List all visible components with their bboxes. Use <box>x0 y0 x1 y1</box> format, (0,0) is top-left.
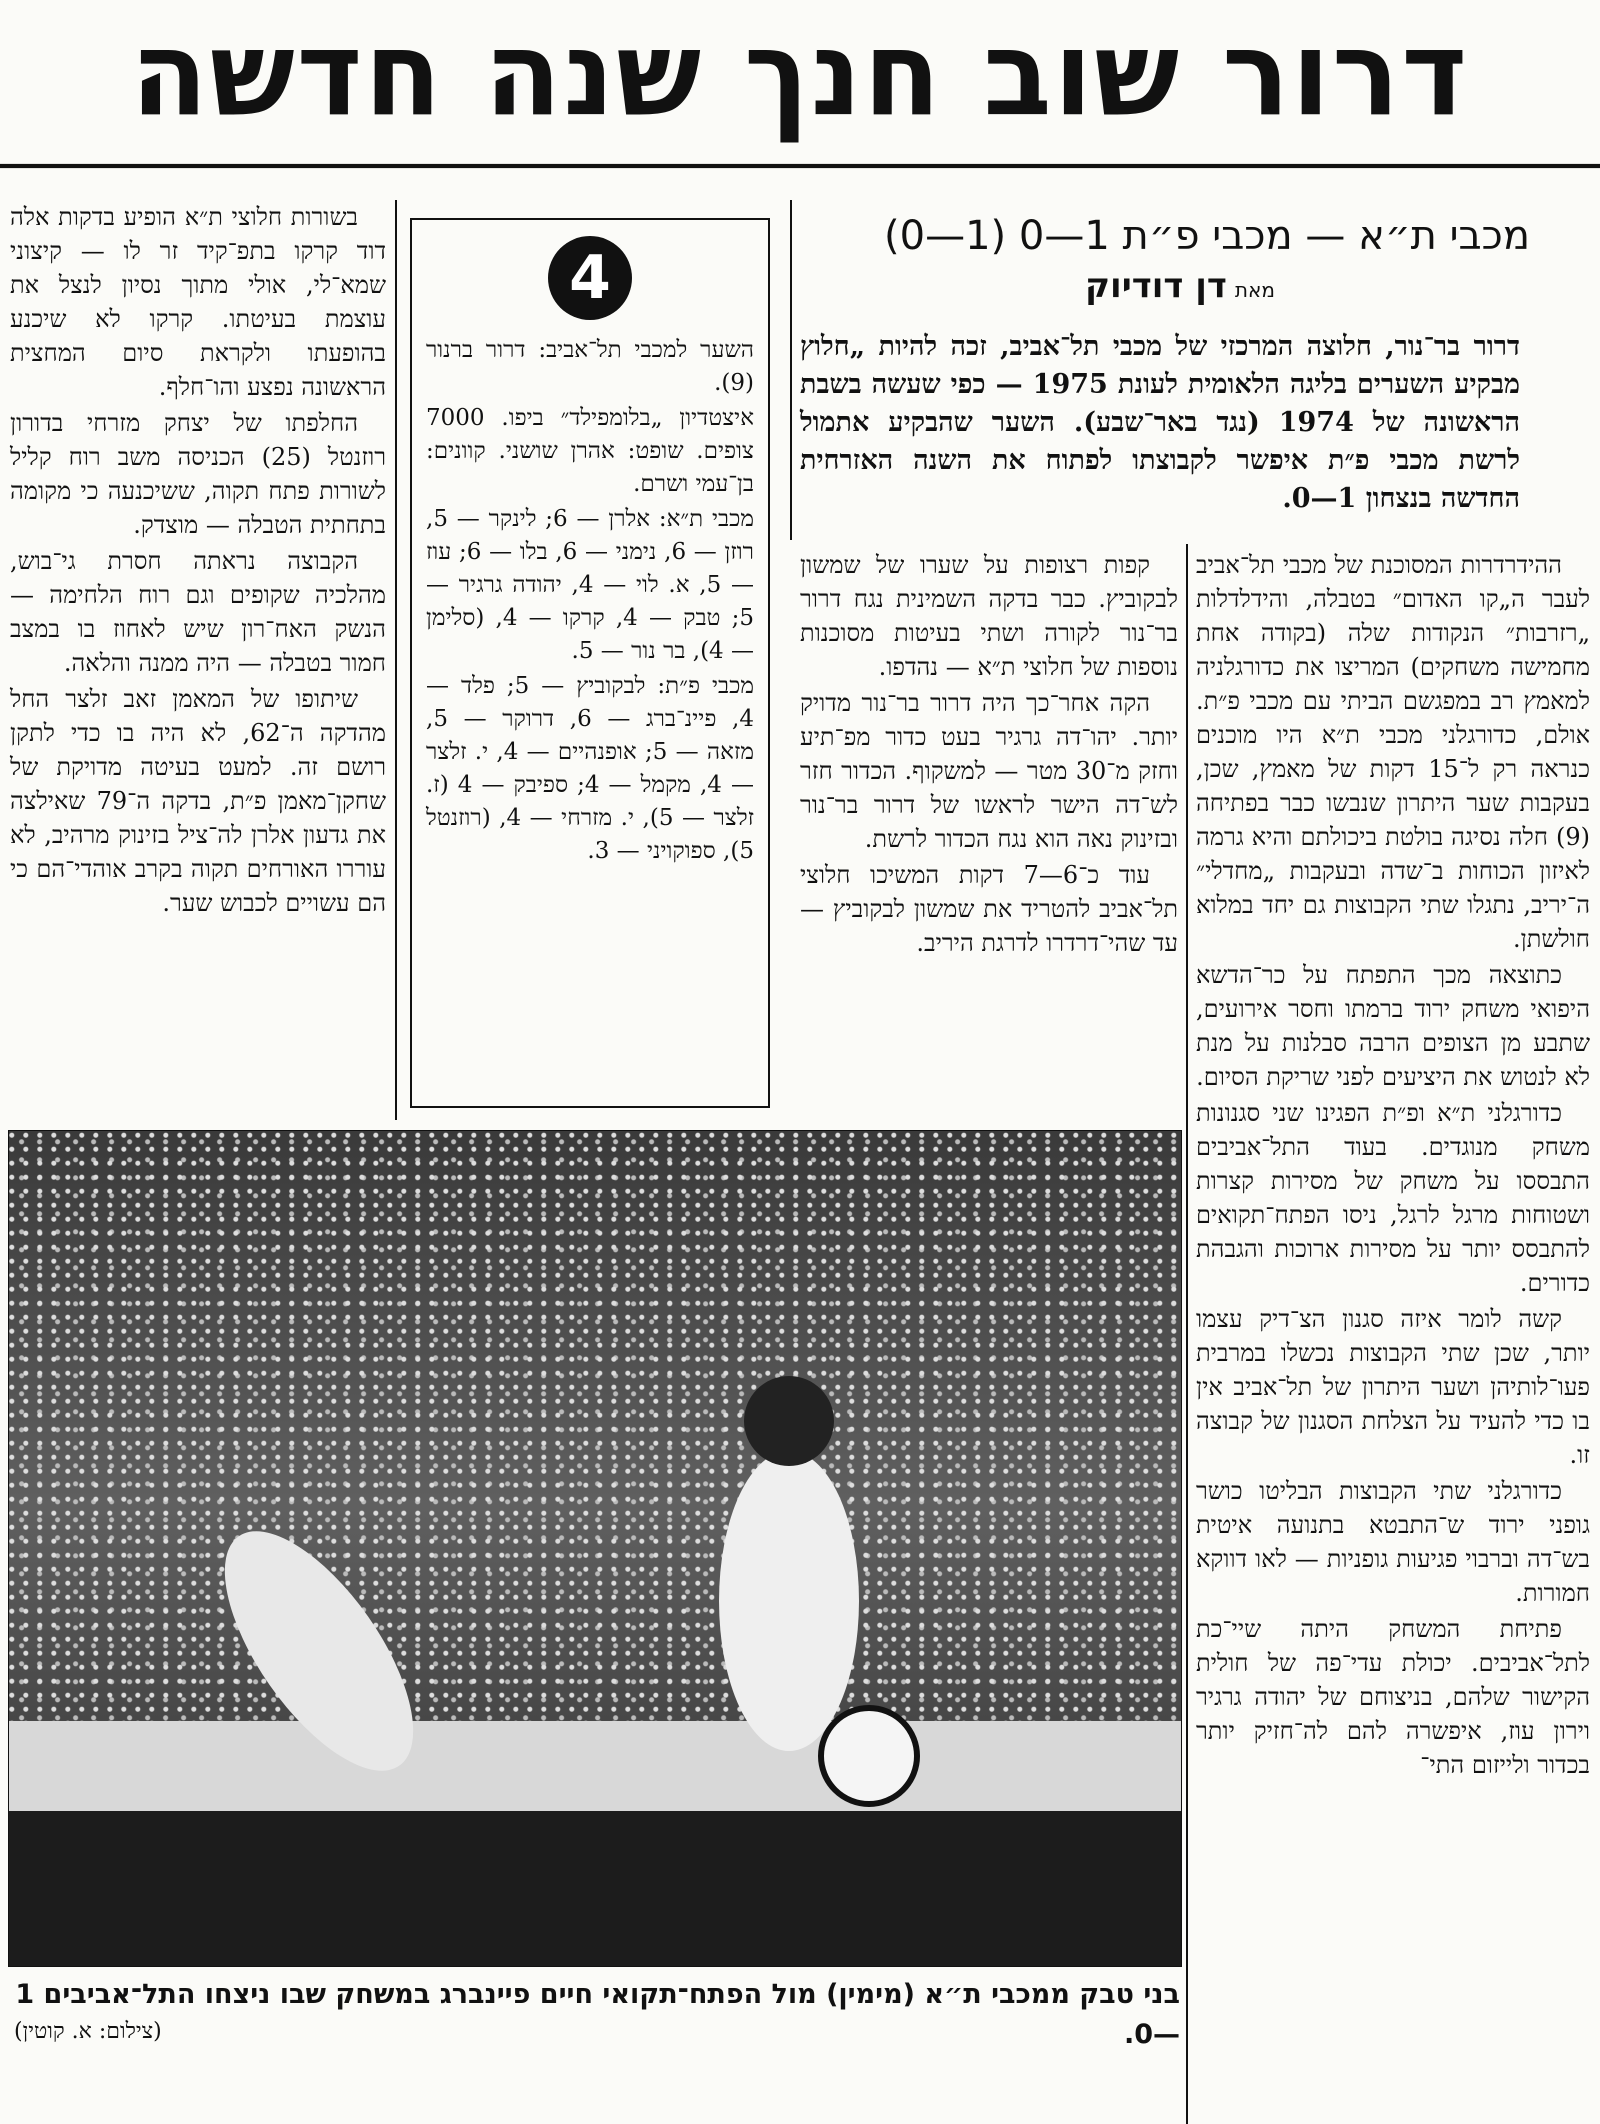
photo-credit: (צילום: א. קוטין) <box>14 2019 162 2044</box>
photo-caption: בני טבק ממכבי ת״א (מימין) מול הפתח־תקואי חיים פיינברג במשחק שבו ניצחו התל־אביבים 1—0. <box>15 1979 1180 2050</box>
paragraph: כתוצאה מכך התפתח על כר־הדשא היפואי משחק ירוד ברמתו וחסר אירועים, שתבע מן הצופים הרבה סבלנות על מנת לא לנטוש את היציעים לפני שריקת הסיום. <box>1196 961 1590 1091</box>
photo-ball <box>821 1708 917 1804</box>
box-line: מכבי פ״ת: לבקוביץ — 5; פלד — 4, פיינ־ברג — 6, דרוקר — 5, מזאה — 5; אופנהיים — 4, י. זלצר — 4, מקמל — 4; ספיבק — 4 (ז. זלצר — 5), י. מזרחי — 4, (רוזנטל 5), ספוקויני — 3. <box>426 673 755 864</box>
paragraph: כדורגלני שתי הקבוצות הבליטו כושר גופני ירוד ש־התבטא בתנועה איטית בש־דה וברבוי פגיעות גופניות — לאו דווקא חמורות. <box>1196 1477 1590 1607</box>
box-line: השער למכבי תל־אביב: דרור ברנור (9). <box>426 337 754 396</box>
paragraph: החלפתו של יצחק מזרחי בדורון רוזנטל (25) הכניסה משב רוח קליל לשורות פתח תקוה, ששיכנעה כי מקומה בתחתית הטבלה — מוצדק. <box>10 409 387 539</box>
photo-figures <box>9 1131 1181 1966</box>
paragraph: בשורות חלוצי ת״א הופיע בדקות אלה דוד קרקו בתפ־קיד זר לו — קיצוני שמא־לי, אולי מתוך נסיון לנצל את עוצמת בעיטתו. קרקו לא שיכנע בהופעתו ולקראת סיום המחצית הראשונה נפצע והו־חלף. <box>10 203 386 401</box>
byline-name: דן דודיוק <box>1085 266 1227 306</box>
photo-player-right-head <box>744 1376 834 1466</box>
column-rule <box>790 200 792 540</box>
column-rule <box>1186 544 1188 2124</box>
lead-paragraph: דרור בר־נור, חלוצה המרכזי של מכבי תל־אביב, זכה להיות „חלוץ מבקיע השערים בליגה הלאומית לעונת 1975 — כפי שעשה בשבת הראשונה של 1974 (נגד באר־שבע). השער שהבקיע אתמול לרשת מכבי פ״ת איפשר לקבוצתו לפתוח את השנה האזרחית החדשה בנצחון 1—0. <box>800 331 1520 514</box>
photo-ground <box>9 1811 1181 1966</box>
match-photo <box>8 1130 1182 1967</box>
paragraph: קשה לומר איזה סגנון הצ־דיק עצמו יותר, שכן שתי הקבוצות נכשלו במרבית פעו־לותיהן ושער היתרון של תל־אביב אין בו כדי להעיד על הצלחת הסגנון של קבוצה זו. <box>1196 1305 1590 1469</box>
byline <box>830 266 1530 306</box>
paragraph: הקה אחר־כך היה דרור בר־נור מדויק יותר. יהו־דה גרגיר בעט כדור מפ־תיע וחזק מ־30 מטר — למשקוף. הכדור חזר לש־דה הישר לראשו של דרור בר־נור ובזינוק נאה הוא נגח הכדור לרשת. <box>800 689 1178 853</box>
match-details-box <box>410 218 770 1108</box>
paragraph: כדורגלני ת״א ופ״ת הפגינו שני סגנונות משחק מנוגדים. בעוד התל־אביבים התבססו על משחק של מסירות קצרות ושטוחות מרגל לרגל, ניסו הפתח־תקואים להתבסס יותר על מסירות ארוכות והגבהת כדורים. <box>1196 1099 1590 1297</box>
match-title: מכבי ת״א — מכבי פ״ת 1—0 (1—0) <box>884 213 1530 259</box>
paragraph: פתיחת המשחק היתה שיי־כת לתל־אביבים. יכולת עדי־פה של חולית הקישור שלהם, בניצוחם של יהודה גרגיר וירון עוז, איפשרה להם לה־חזיק יותר בכדור ולייזום התי־ <box>1196 1615 1590 1779</box>
box-line: איצטדיון „בלומפילד״ ביפו. 7000 צופים. שופט: אהרן שושני. קוונים: בן־עמי ושרם. <box>426 405 754 497</box>
paragraph: קפות רצופות על שערו של שמשון לבקוביץ. כבר בדקה השמינית נגח דרור בר־נור לקורה ושתי בעיטות מסוכנות נוספות של חלוצי ת״א — נהדפו. <box>800 551 1178 681</box>
paragraph: עוד כ־6—7 דקות המשיכו חלוצי תל־אביב להטריד את שמשון לבקוביץ — עד שהי־דרדרו לדרגת היריב. <box>800 861 1178 957</box>
photo-player-right <box>719 1451 859 1751</box>
byline-prefix: מאת <box>1234 278 1275 302</box>
rating-number-badge: 4 <box>548 236 632 320</box>
box-line: מכבי ת״א: אלרן — 6; לינקר — 5, רוזן — 6, נימני — 6, בלו — 6; עוז — 5, א. לוי — 4, יהודה גרגיר — 5; טבק — 4, קרקו — 4, (סלימן — 4), בר נור — 5. <box>426 506 755 664</box>
column-left <box>10 200 386 922</box>
paragraph: ההידרדרות המסוכנת של מכבי תל־אביב לעבר ה„קו האדום״ בטבלה, והידלדלות „רזרבות״ הנקודות שלה (בקודה אחת מחמישה משחקים) המריצו את כדורגלניה למאמץ רב במפגשם הביתי עם מכבי פ״ת. אולם, כדורגלני מכבי ת״א היו מוכנים כנראה רק ל־15 דקות של מאמץ, שכן, בעקבות שער היתרון שנבשו כבר בפתיחה (9) חלה נסיגה בולטת ביכולתם והיא גרמה לאיזון הכוחות ב־שדה ובעקבות „מחדלי״ ה־יריב, נתגלו שתי הקבוצות גם יחד במלוא חולשתן. <box>1196 551 1591 953</box>
headline: דרור שוב חנך שנה חדשה <box>0 0 1600 168</box>
column-rule <box>395 200 397 1120</box>
paragraph: שיתופו של המאמן זאב זלצר החל מהדקה ה־62, לא היה בו כדי לתקן רושם זה. למעט בעיטה מדויקת של שחקן־מאמן פ״ת, בדקה ה־79 שאילצה את גדעון אלרן לה־ציל בזינוק מרהיב, לא עוררו האורחים תקוה בקרב אוהדי־הם כי הם עשויים לכבוש שער. <box>10 685 387 917</box>
photo-advertising-boards <box>9 1721 1181 1811</box>
column-right <box>1196 548 1590 1784</box>
paragraph: הקבוצה נראתה חסרת גי־בוש, מהלכיה שקופים וגם רוח הלחימה — הנשק האח־רון שיש לאחוז בו במצב חמור בטבלה — היה ממנה והלאה. <box>10 547 386 677</box>
column-middle <box>800 548 1178 962</box>
